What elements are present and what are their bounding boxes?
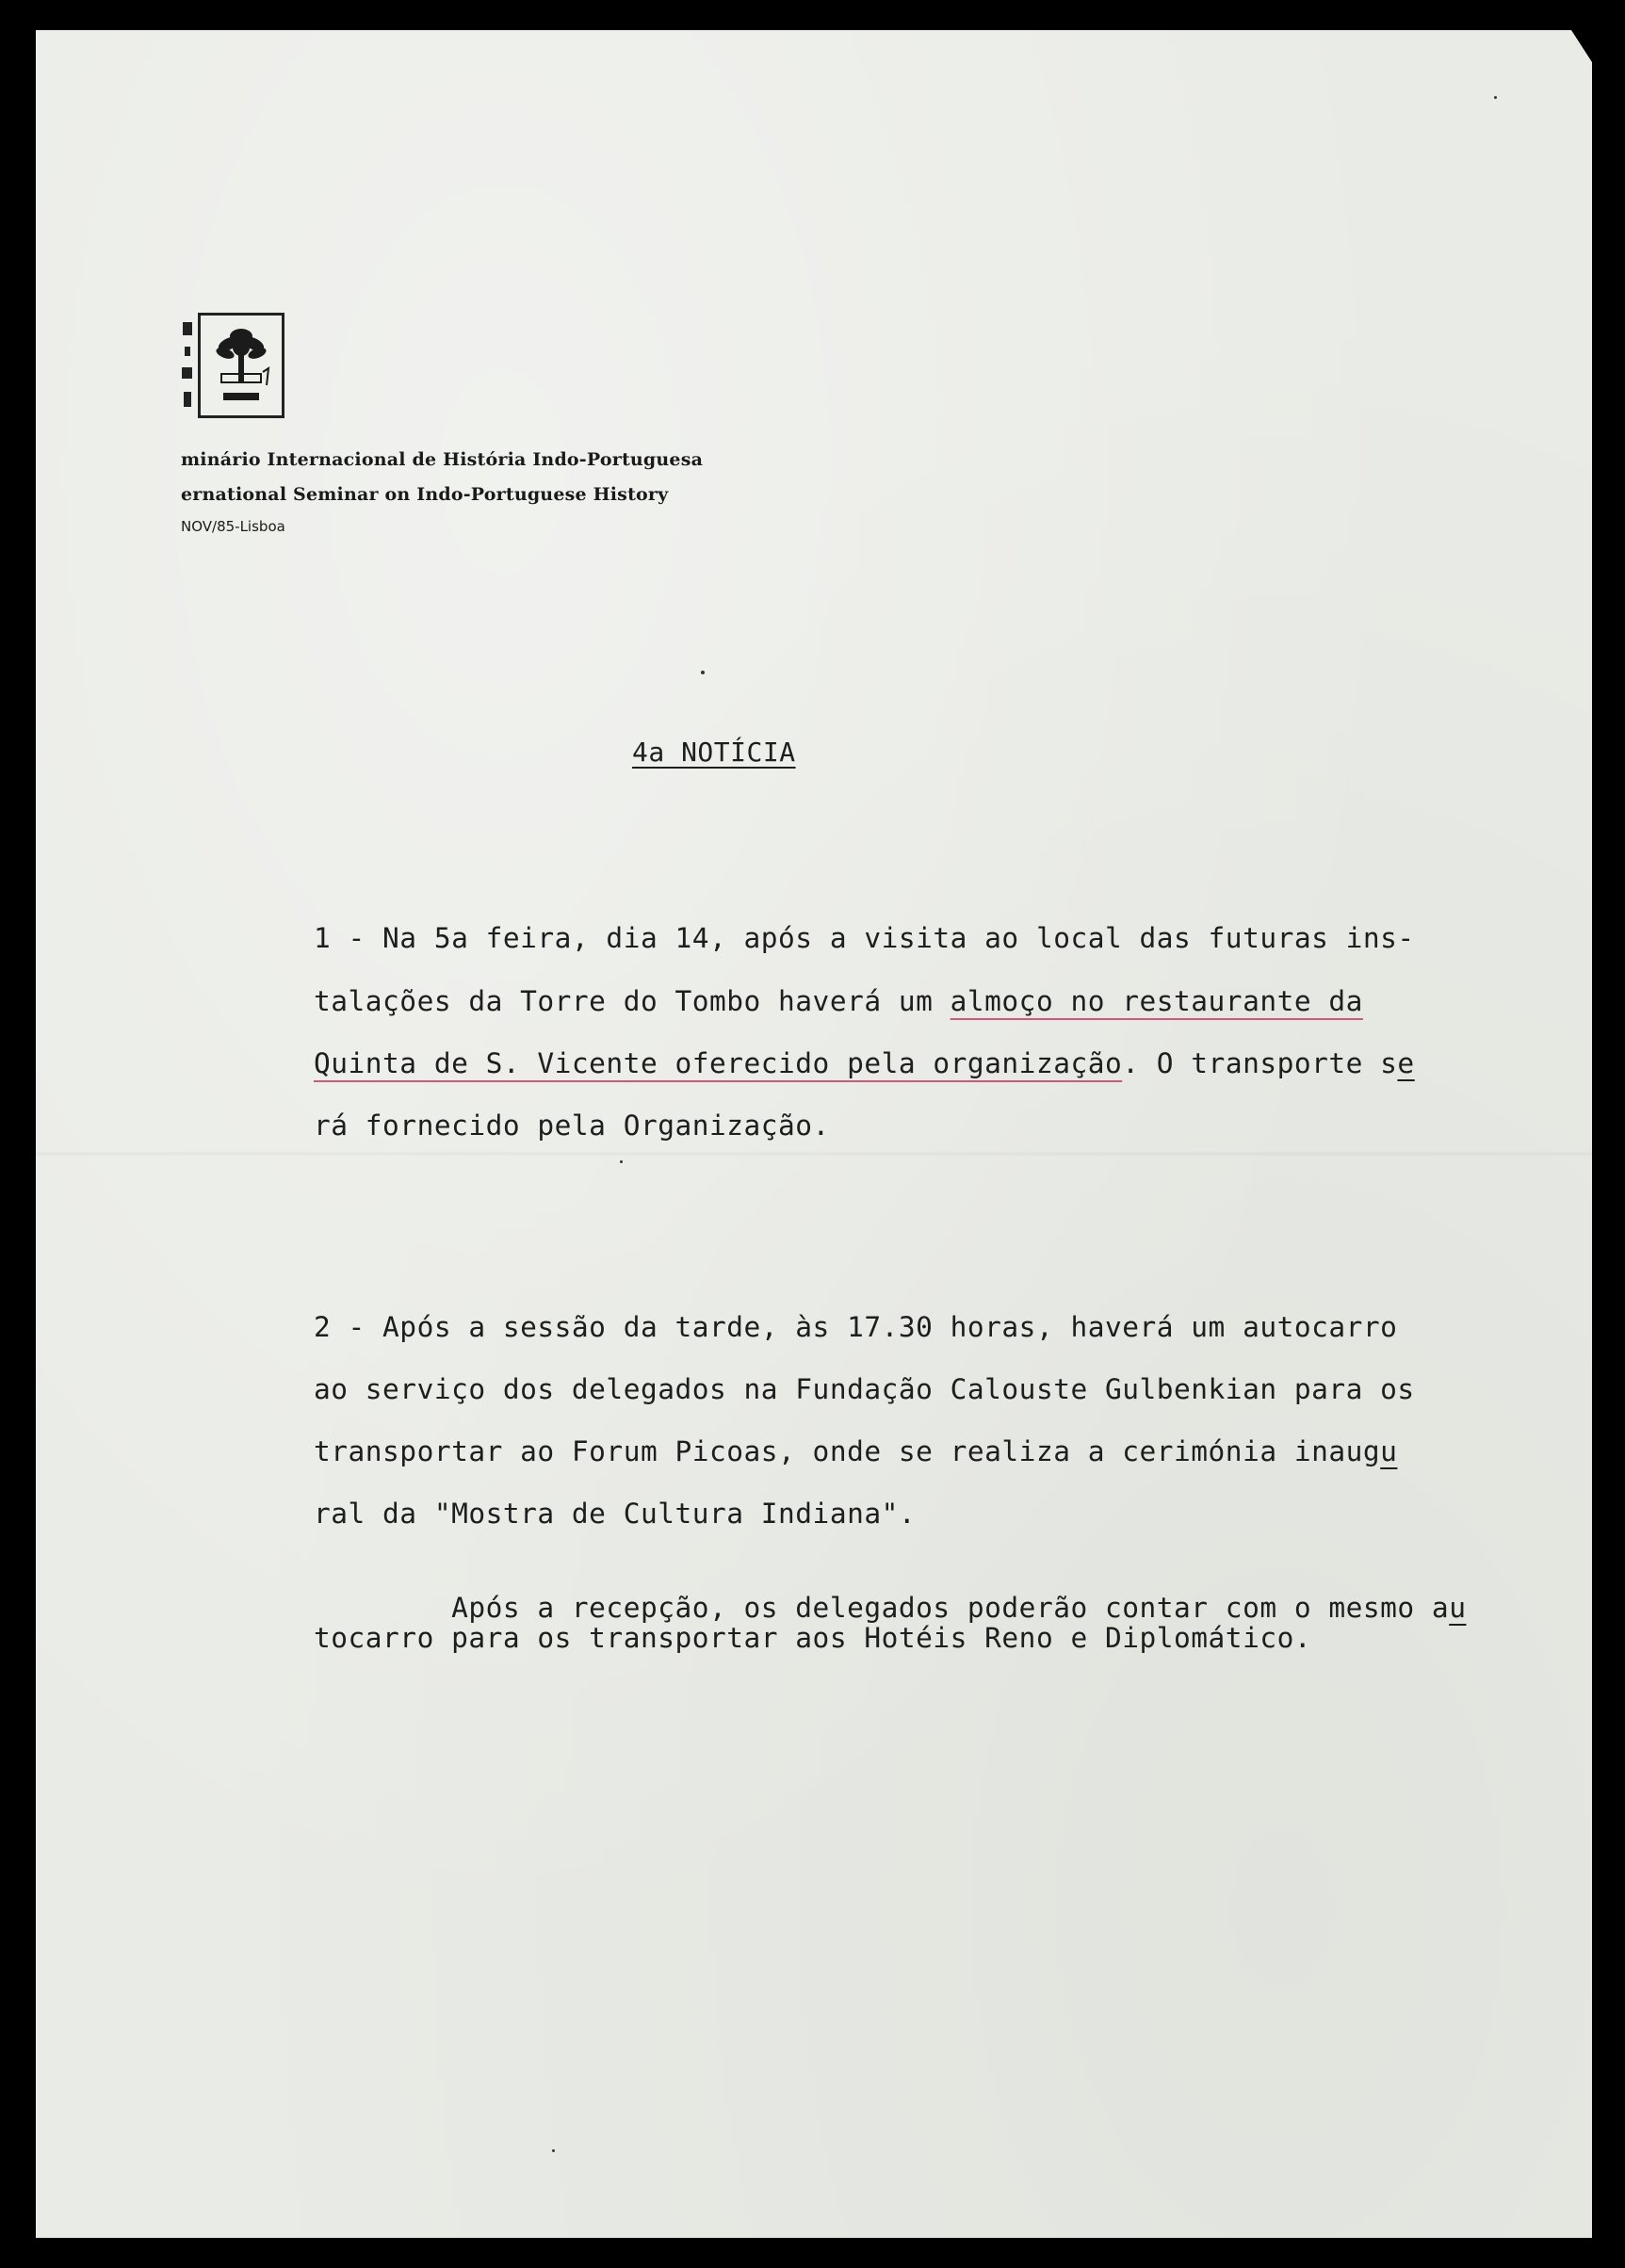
item2-line2: ao serviço dos delegados na Fundação Calouste Gulbenkian para os — [314, 1373, 1415, 1405]
document-title: 4a NOTÍCIA — [632, 737, 796, 768]
paper-speck — [1494, 96, 1497, 99]
palm-tree-icon — [201, 316, 282, 415]
item2-line6: tocarro para os transportar aos Hotéis Reno e Diplomático. — [314, 1622, 1312, 1654]
document-page — [36, 30, 1592, 2238]
item1-line2 — [314, 985, 1363, 1017]
item1-line4: rá fornecido pela Organização. — [314, 1110, 830, 1142]
paper-speck — [701, 671, 705, 674]
item2-line5-hyphen-mark: u — [1449, 1592, 1467, 1624]
item2-line3-text: transportar ao Forum Picoas, onde se realiza a cerimónia inaug — [314, 1435, 1381, 1467]
item1-line2-highlight: almoço no restaurante da — [950, 985, 1363, 1017]
paper-speck — [620, 1160, 623, 1163]
item1-line1: 1 - Na 5a feira, dia 14, após a visita ao local das futuras ins- — [314, 922, 1415, 954]
item1-line2-text: talações da Torre do Tombo haverá um — [314, 985, 951, 1017]
item1-line3-text: . O transporte s — [1122, 1047, 1398, 1079]
item1-line3-hyphen-mark: e — [1397, 1047, 1415, 1079]
logo-frame — [198, 313, 284, 418]
item1-line3-highlight: Quinta de S. Vicente oferecido pela organização — [314, 1047, 1123, 1079]
item1-line3 — [314, 1047, 1415, 1079]
letterhead-title-pt: minário Internacional de História Indo-Portuguesa — [181, 449, 704, 470]
torn-corner — [1571, 30, 1592, 62]
item2-line4: ral da "Mostra de Cultura Indiana". — [314, 1498, 917, 1530]
item2-line1: 2 - Após a sessão da tarde, às 17.30 horas, haverá um autocarro — [314, 1311, 1398, 1343]
item2-line3-hyphen-mark: u — [1380, 1435, 1398, 1467]
paper-speck — [552, 2149, 555, 2152]
letterhead-title-en: ernational Seminar on Indo-Portuguese History — [181, 484, 669, 505]
paper-fold — [36, 1151, 1592, 1157]
item2-line3 — [314, 1435, 1397, 1467]
seminar-logo — [181, 313, 294, 426]
item2-line5-text: Após a recepção, os delegados poderão contar com o mesmo a — [382, 1592, 1450, 1624]
logo-side-marks-icon — [181, 315, 194, 418]
letterhead-date-place: NOV/85-Lisboa — [181, 518, 285, 535]
